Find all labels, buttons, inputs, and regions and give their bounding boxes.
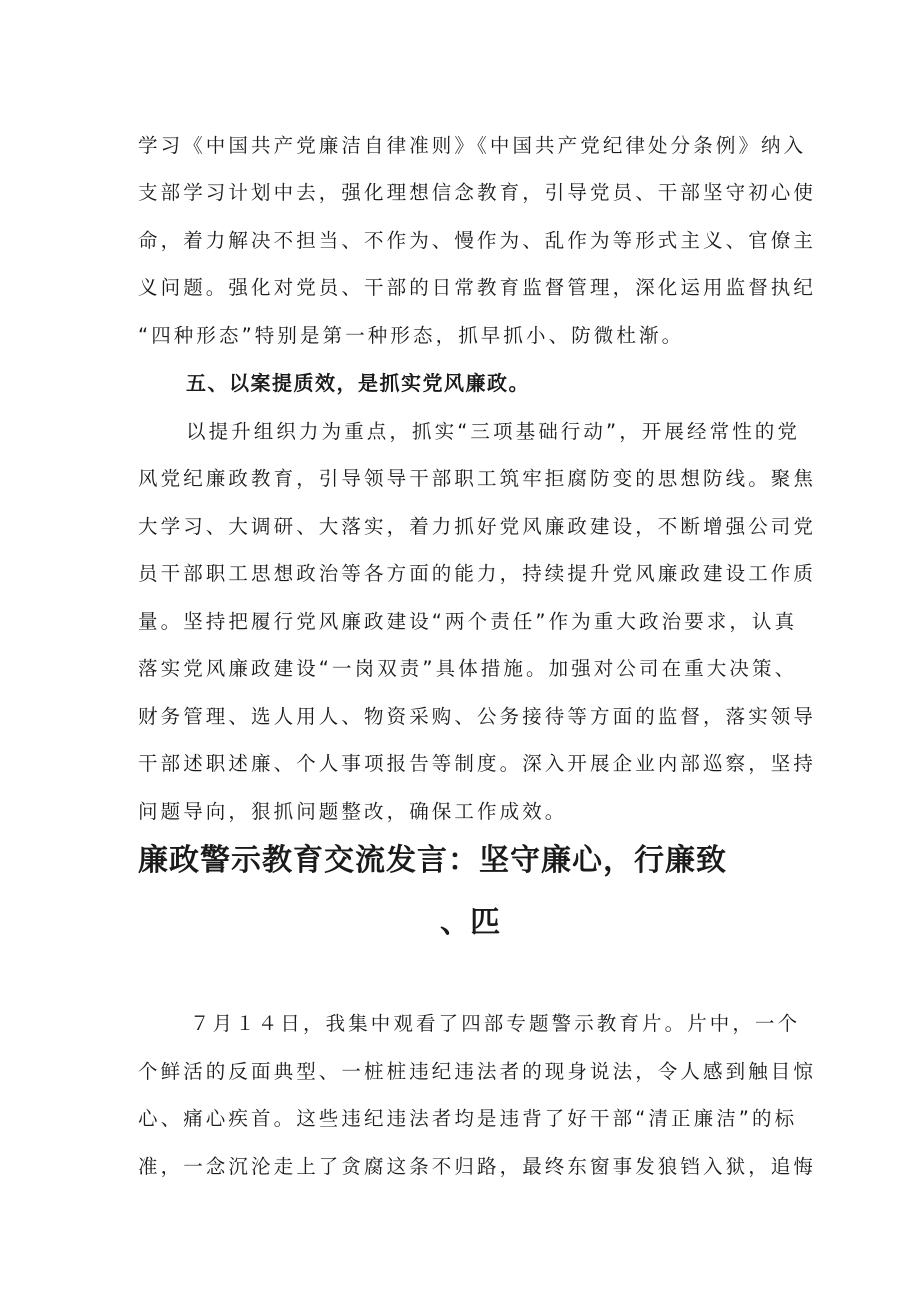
- paragraph-line: 学习《中国共产党廉洁自律准则》《中国共产党纪律处分条例》纳入: [138, 134, 807, 157]
- paragraph-line: 干部述职述廉、个人事项报告等制度。深入开展企业内部巡察，坚持: [138, 752, 817, 775]
- paragraph-line: 量。坚持把履行党风廉政建设“两个责任”作为重大政治要求，认真: [138, 610, 798, 633]
- article-title: 廉政警示教育交流发言：坚守廉心，行廉致: [138, 843, 727, 878]
- paragraph-line: 员干部职工思想政治等各方面的能力，持续提升党风廉政建设工作质: [138, 562, 817, 585]
- article-title-continuation: 、匹: [440, 905, 500, 940]
- paragraph-line: 以提升组织力为重点，抓实“三项基础行动”，开展经常性的党: [186, 420, 801, 443]
- section-heading: 五、以案提质效，是抓实党风廉政。: [186, 371, 530, 395]
- paragraph-line: 准，一念沉沦走上了贪腐这条不归路，最终东窗事发狼铛入狱，追悔: [138, 1155, 817, 1178]
- paragraph-line: 个鲜活的反面典型、一桩桩违纪违法者的现身说法，令人感到触目惊: [138, 1060, 817, 1083]
- paragraph-line: 支部学习计划中去，强化理想信念教育，引导党员、干部坚守初心使: [138, 181, 817, 204]
- paragraph-line: 命，着力解决不担当、不作为、慢作为、乱作为等形式主义、官僚主: [138, 229, 817, 252]
- paragraph-line: 义问题。强化对党员、干部的日常教育监督管理，深化运用监督执纪: [138, 276, 817, 299]
- paragraph-line: 心、痛心疾首。这些违纪违法者均是违背了好干部“清正廉洁”的标: [138, 1107, 798, 1130]
- paragraph-line: 风党纪廉政教育，引导领导干部职工筑牢拒腐防变的思想防线。聚焦: [138, 467, 817, 490]
- paragraph-line: “四种形态”特别是第一种形态，抓早抓小、防微杜渐。: [138, 324, 685, 347]
- paragraph-line: 财务管理、选人用人、物资采购、公务接待等方面的监督，落实领导: [138, 705, 817, 728]
- paragraph-line: 问题导向，狠抓问题整改，确保工作成效。: [138, 800, 568, 823]
- paragraph-line: ７月１４日，我集中观看了四部专题警示教育片。片中，一个: [190, 1012, 801, 1035]
- paragraph-line: 大学习、大调研、大落实，着力抓好党风廉政建设，不断增强公司党: [138, 515, 817, 538]
- paragraph-line: 落实党风廉政建设“一岗双责”具体措施。加强对公司在重大决策、: [138, 657, 798, 680]
